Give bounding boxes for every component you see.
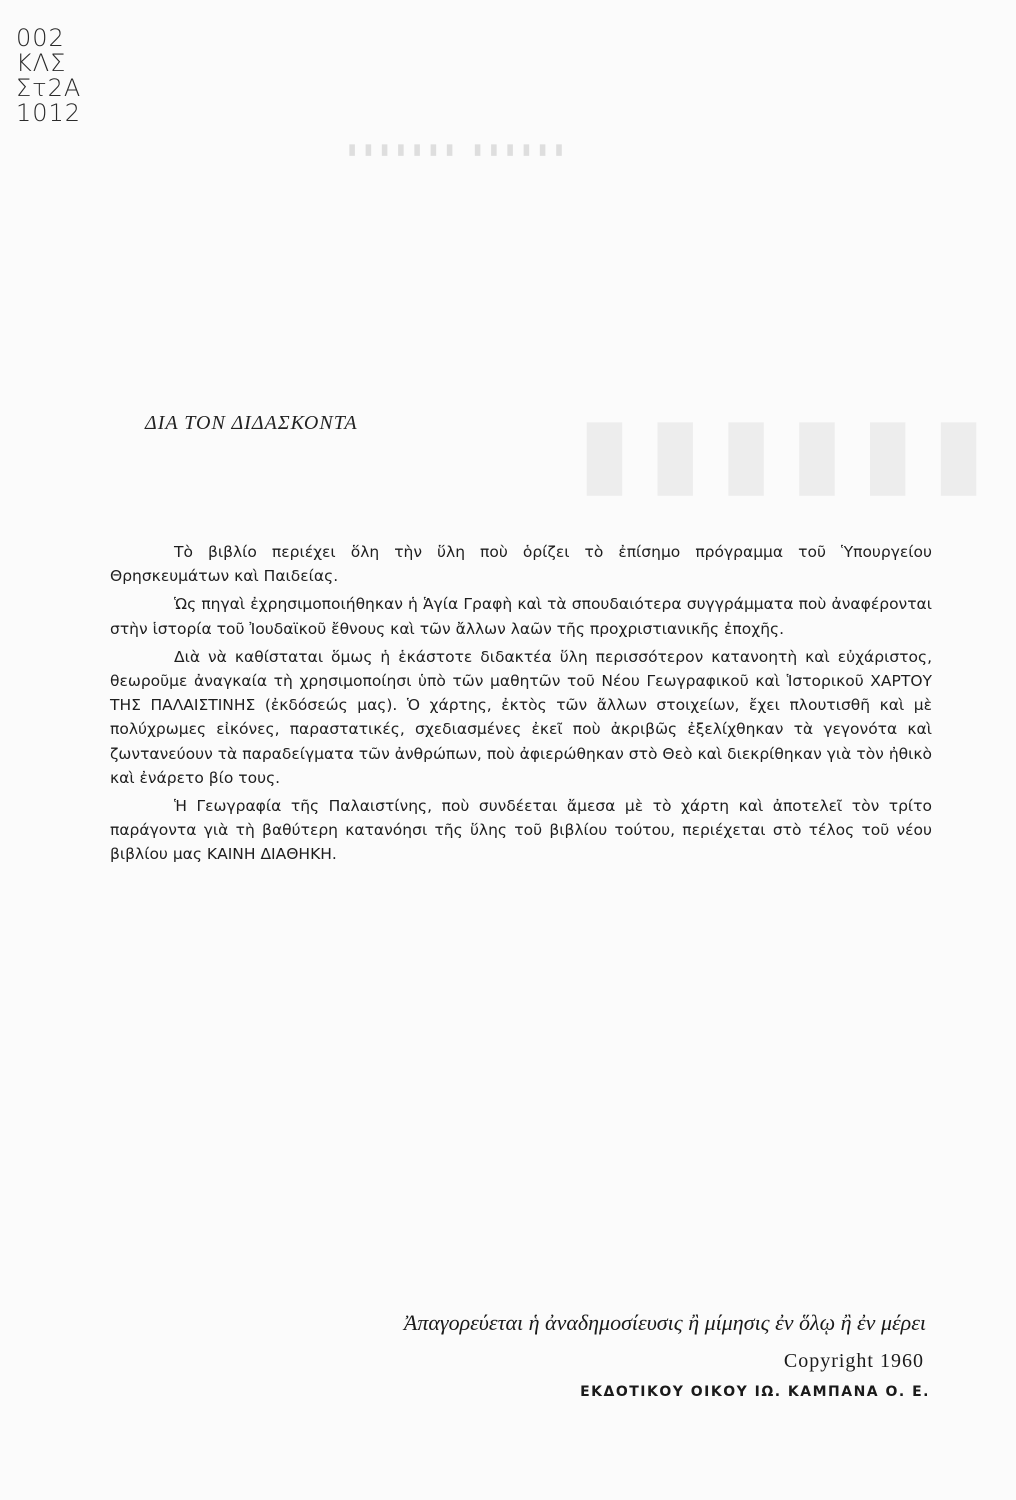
paragraph: Διὰ νὰ καθίσταται ὅμως ἡ ἑκάστοτε διδακτέα ὕλη περισσότερον κατανοητὴ καὶ εὐχάριστος, θεωροῦμε ἀναγκαία τὴ χρησιμοποίησι ὑπὸ τῶν μαθητῶν τοῦ Νέου Γεωγραφικοῦ καὶ Ἱστορικοῦ ΧΑΡΤΟΥ ΤΗΣ ΠΑΛΑΙΣΤΙΝΗΣ (ἐκδόσεώς μας). Ὁ χάρτης, ἐκτὸς τῶν ἄλλων στοιχείων, ἔχει πλουτισθῆ καὶ μὲ πολύχρωμες εἰκόνες, παραστατικές, σχεδιασμένες ἐκεῖ ποὺ ἀκριβῶς ἐξελίχθηκαν τὰ γεγονότα καὶ ζωντανεύουν τὰ παραδείγματα τῶν ἀνθρώπων, ποὺ ἀφιερώθηκαν στὸ Θεὸ καὶ διεκρίθηκαν γιὰ τὸν ἠθικὸ καὶ ἐνάρετο βίο τους. — [110, 647, 932, 787]
page-heading: ΔΙΑ ΤΟΝ ΔΙΔΑΣΚΟΝΤΑ — [145, 412, 358, 434]
copyright-line: Copyright 1960 — [783, 1350, 924, 1372]
shelf-mark-line: 1012 — [16, 99, 82, 127]
shelf-mark-line: ΚΛΣ — [16, 49, 67, 77]
publisher-line: ΕΚΔΟΤΙΚΟΥ ΟΙΚΟΥ ΙΩ. ΚΑΜΠΑΝΑ Ο. Ε. — [580, 1384, 930, 1400]
show-through-title: ▮▮▮▮▮▮ — [560, 398, 985, 505]
paragraph: Ἡ Γεωγραφία τῆς Παλαιστίνης, ποὺ συνδέεται ἄμεσα μὲ τὸ χάρτη καὶ ἀποτελεῖ τὸν τρίτο παράγοντα γιὰ τὴ βαθύτερη κατανόησι τῆς ὕλης τοῦ βιβλίου τούτου, περιέχεται στὸ τέλος τοῦ νέου βιβλίου μας ΚΑΙΝΗ ΔΙΑΘΗΚΗ. — [110, 797, 932, 864]
reproduction-notice: Ἀπαγορεύεται ἡ ἀναδημοσίευσις ἢ μίμησις ἐν ὅλῳ ἢ ἐν μέρει — [403, 1310, 926, 1335]
paragraph: Τὸ βιβλίο περιέχει ὅλη τὴν ὕλη ποὺ ὁρίζει τὸ ἐπίσημο πρόγραμμα τοῦ Ὑπουργείου Θρησκευμάτων καὶ Παιδείας. — [110, 543, 932, 586]
body-text — [110, 540, 932, 871]
show-through-top: ▮▮▮▮▮▮ ▮▮▮▮▮▮▮ — [340, 142, 564, 158]
shelf-mark-line: Στ2Α — [16, 74, 82, 102]
handwritten-shelf-mark — [16, 26, 81, 126]
paragraph: Ὡς πηγαὶ ἐχρησιμοποιήθηκαν ἡ Ἁγία Γραφὴ καὶ τὰ σπουδαιότερα συγγράμματα ποὺ ἀναφέρονται στὴν ἱστορία τοῦ Ἰουδαϊκοῦ ἔθνους καὶ τῶν ἄλλων λαῶν τῆς προχριστιανικῆς ἐποχῆς. — [110, 595, 932, 638]
shelf-mark-line: 002 — [16, 24, 65, 52]
